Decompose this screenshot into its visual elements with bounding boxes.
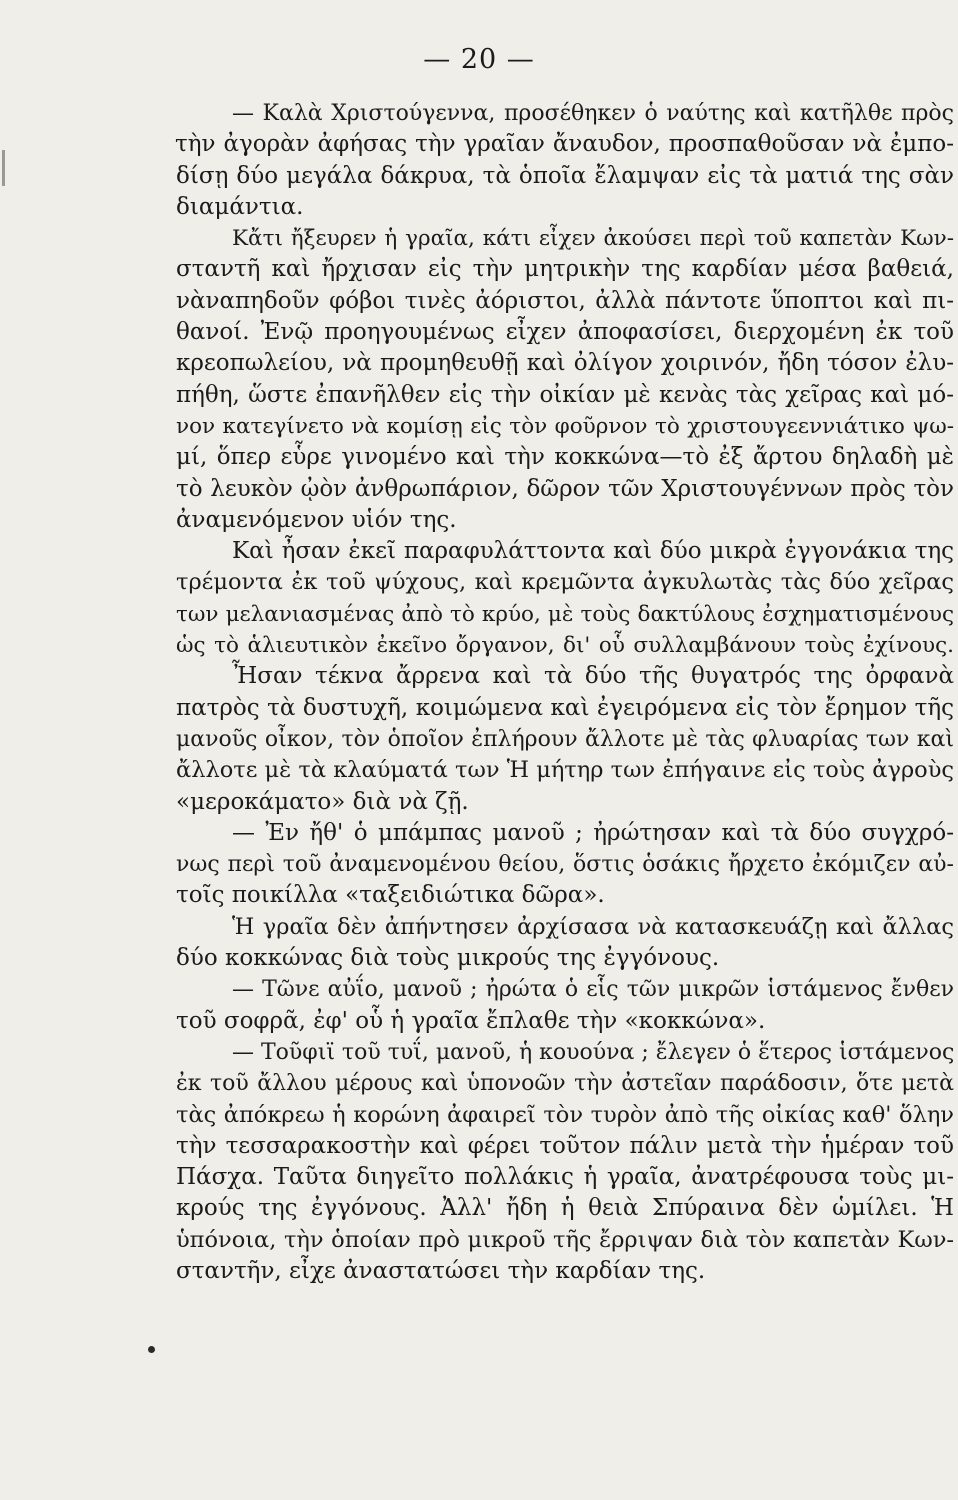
text-line: τοῦ σοφρᾶ, ἐφ' οὗ ἡ γραῖα ἔπλαθε τὴν «κοκκώνα». bbox=[176, 1007, 766, 1034]
text-line: Ἦσαν τέκνα ἄρρενα καὶ τὰ δύο τῆς θυγατρός της ὀρφανὰ bbox=[232, 663, 954, 690]
text-line: τὴν τεσσαρακοστὴν καὶ φέρει τοῦτον πάλιν μετὰ τὴν ἡμέραν τοῦ bbox=[176, 1132, 954, 1159]
text-line: Ἡ γραῖα δὲν ἀπήντησεν ἀρχίσασα νὰ κατασκευάζῃ καὶ ἄλλας bbox=[232, 913, 954, 940]
text-line: — Ἐν ἤθ' ὁ μπάμπας μανοῦ ; ἠρώτησαν καὶ τὰ δύο συγχρό- bbox=[232, 819, 954, 846]
text-line: — Τῶνε αὐΐο, μανοῦ ; ἠρώτα ὁ εἷς τῶν μικρῶν ἱστάμενος ἔνθεν bbox=[232, 977, 954, 1003]
text-line: τὴν ἀγορὰν ἀφήσας τὴν γραῖαν ἄναυδον, προσπαθοῦσαν νὰ ἐμπο- bbox=[175, 131, 954, 158]
text-line: τὸ λευκὸν ᾠὸν ἀνθρωπάριον, δῶρον τῶν Χριστουγέννων πρὸς τὸν bbox=[176, 475, 954, 502]
text-line: ὡς τὸ ἁλιευτικὸν ἐκεῖνο ὄργανον, δι' οὗ συλλαμβάνουν τοὺς ἐχίνους. bbox=[176, 633, 954, 659]
text-line: τὰς ἀπόκρεω ἡ κορώνη ἀφαιρεῖ τὸν τυρὸν ἀπὸ τῆς οἰκίας καθ' ὅλην bbox=[176, 1101, 954, 1128]
margin-mark bbox=[2, 150, 5, 186]
text-line: — Καλὰ Χριστούγεννα, προσέθηκεν ὁ ναύτης καὶ κατῆλθε πρὸς bbox=[232, 101, 954, 126]
text-line: τρέμοντα ἐκ τοῦ ψύχους, καὶ κρεμῶντα ἀγκυλωτὰς τὰς δύο χεῖρας bbox=[176, 569, 954, 596]
text-line: Καὶ ἦσαν ἐκεῖ παραφυλάττοντα καὶ δύο μικρὰ ἐγγονάκια της bbox=[232, 538, 954, 565]
text-line: ὑπόνοια, τὴν ὁποίαν πρὸ μικροῦ τῆς ἔρριψαν διὰ τὸν καπετὰν Κων- bbox=[176, 1226, 954, 1253]
body-text bbox=[176, 98, 954, 1287]
text-line: — Τοῦφιϊ τοῦ τυΐ, μανοῦ, ἡ κουούνα ; ἔλεγεν ὁ ἕτερος ἱστάμενος bbox=[232, 1039, 955, 1065]
text-line: δύο κοκκώνας διὰ τοὺς μικρούς της ἐγγόνους. bbox=[176, 945, 720, 972]
text-line: «μεροκάματο» διὰ νὰ ζῇ. bbox=[176, 788, 469, 815]
text-line: Κἄτι ἤξευρεν ἡ γραῖα, κάτι εἶχεν ἀκούσει περὶ τοῦ καπετὰν Κων- bbox=[232, 226, 954, 252]
text-line: ἀναμενόμενον υἱόν της. bbox=[176, 506, 457, 533]
text-line: ἄλλοτε μὲ τὰ κλαύματά των Ἡ μήτηρ των ἐπήγαινε εἰς τοὺς ἀγροὺς bbox=[176, 757, 954, 784]
text-line: σταντῆ καὶ ἤρχισαν εἰς τὴν μητρικὴν της καρδίαν μέσα βαθειά, bbox=[176, 256, 954, 283]
text-line: ἐκ τοῦ ἄλλου μέρους καὶ ὑπονοῶν τὴν ἀστεῖαν παράδοσιν, ὅτε μετὰ bbox=[176, 1071, 954, 1097]
text-line: κρούς της ἐγγόνους. Ἀλλ' ἤδη ἡ θειὰ Σπύραινα δὲν ὡμίλει. Ἡ bbox=[176, 1195, 954, 1222]
text-line: κρεοπωλείου, νὰ προμηθευθῇ καὶ ὀλίγον χοιρινόν, ἤδη τόσον ἐλυ- bbox=[176, 350, 954, 377]
text-line: θανοί. Ἐνῷ προηγουμένως εἶχεν ἀποφασίσει, διερχομένη ἐκ τοῦ bbox=[176, 319, 954, 346]
text-line: μανοῦς οἶκον, τὸν ὁποῖον ἐπλήρουν ἄλλοτε μὲ τὰς φλυαρίας των καὶ bbox=[176, 726, 954, 752]
page-number: — 20 — bbox=[423, 44, 535, 75]
text-line: νον κατεγίνετο νὰ κομίσῃ εἰς τὸν φοῦρνον τὸ χριστουγεεννιάτικο ψω- bbox=[176, 413, 954, 439]
text-line: των μελανιασμένας ἀπὸ τὸ κρύο, μὲ τοὺς δακτύλους ἐσχηματισμένους bbox=[176, 601, 954, 627]
text-line: Πάσχα. Ταῦτα διηγεῖτο πολλάκις ἡ γραῖα, ἀνατρέφουσα τοὺς μι- bbox=[176, 1164, 954, 1191]
text-line: πήθη, ὥστε ἐπανῆλθεν εἰς τὴν οἰκίαν μὲ κενὰς τὰς χεῖρας καὶ μό- bbox=[176, 381, 954, 408]
margin-dot bbox=[148, 1346, 155, 1353]
text-line: νὰναπηδοῦν φόβοι τινὲς ἀόριστοι, ἀλλὰ πάντοτε ὕποπτοι καὶ πι- bbox=[176, 287, 954, 314]
text-line: πατρὸς τὰ δυστυχῆ, κοιμώμενα καὶ ἐγειρόμενα εἰς τὸν ἔρημον τῆς bbox=[176, 694, 954, 721]
text-line: σταντῆν, εἶχε ἀναστατώσει τὴν καρδίαν της. bbox=[176, 1257, 706, 1284]
text-line: τοῖς ποικίλλα «ταξειδιώτικα δῶρα». bbox=[176, 882, 605, 909]
text-line: μί, ὅπερ εὗρε γινομένο καὶ τὴν κοκκώνα—τὸ ἐξ ἄρτου δηλαδὴ μὲ bbox=[176, 444, 954, 471]
text-line: νως περὶ τοῦ ἀναμενομένου θείου, ὅστις ὁσάκις ἤρχετο ἐκόμιζεν αὐ- bbox=[176, 852, 954, 878]
text-line: διαμάντια. bbox=[176, 193, 304, 220]
text-line: δίσῃ δύο μεγάλα δάκρυα, τὰ ὁποῖα ἔλαμψαν εἰς τὰ ματιά της σὰν bbox=[176, 162, 954, 189]
